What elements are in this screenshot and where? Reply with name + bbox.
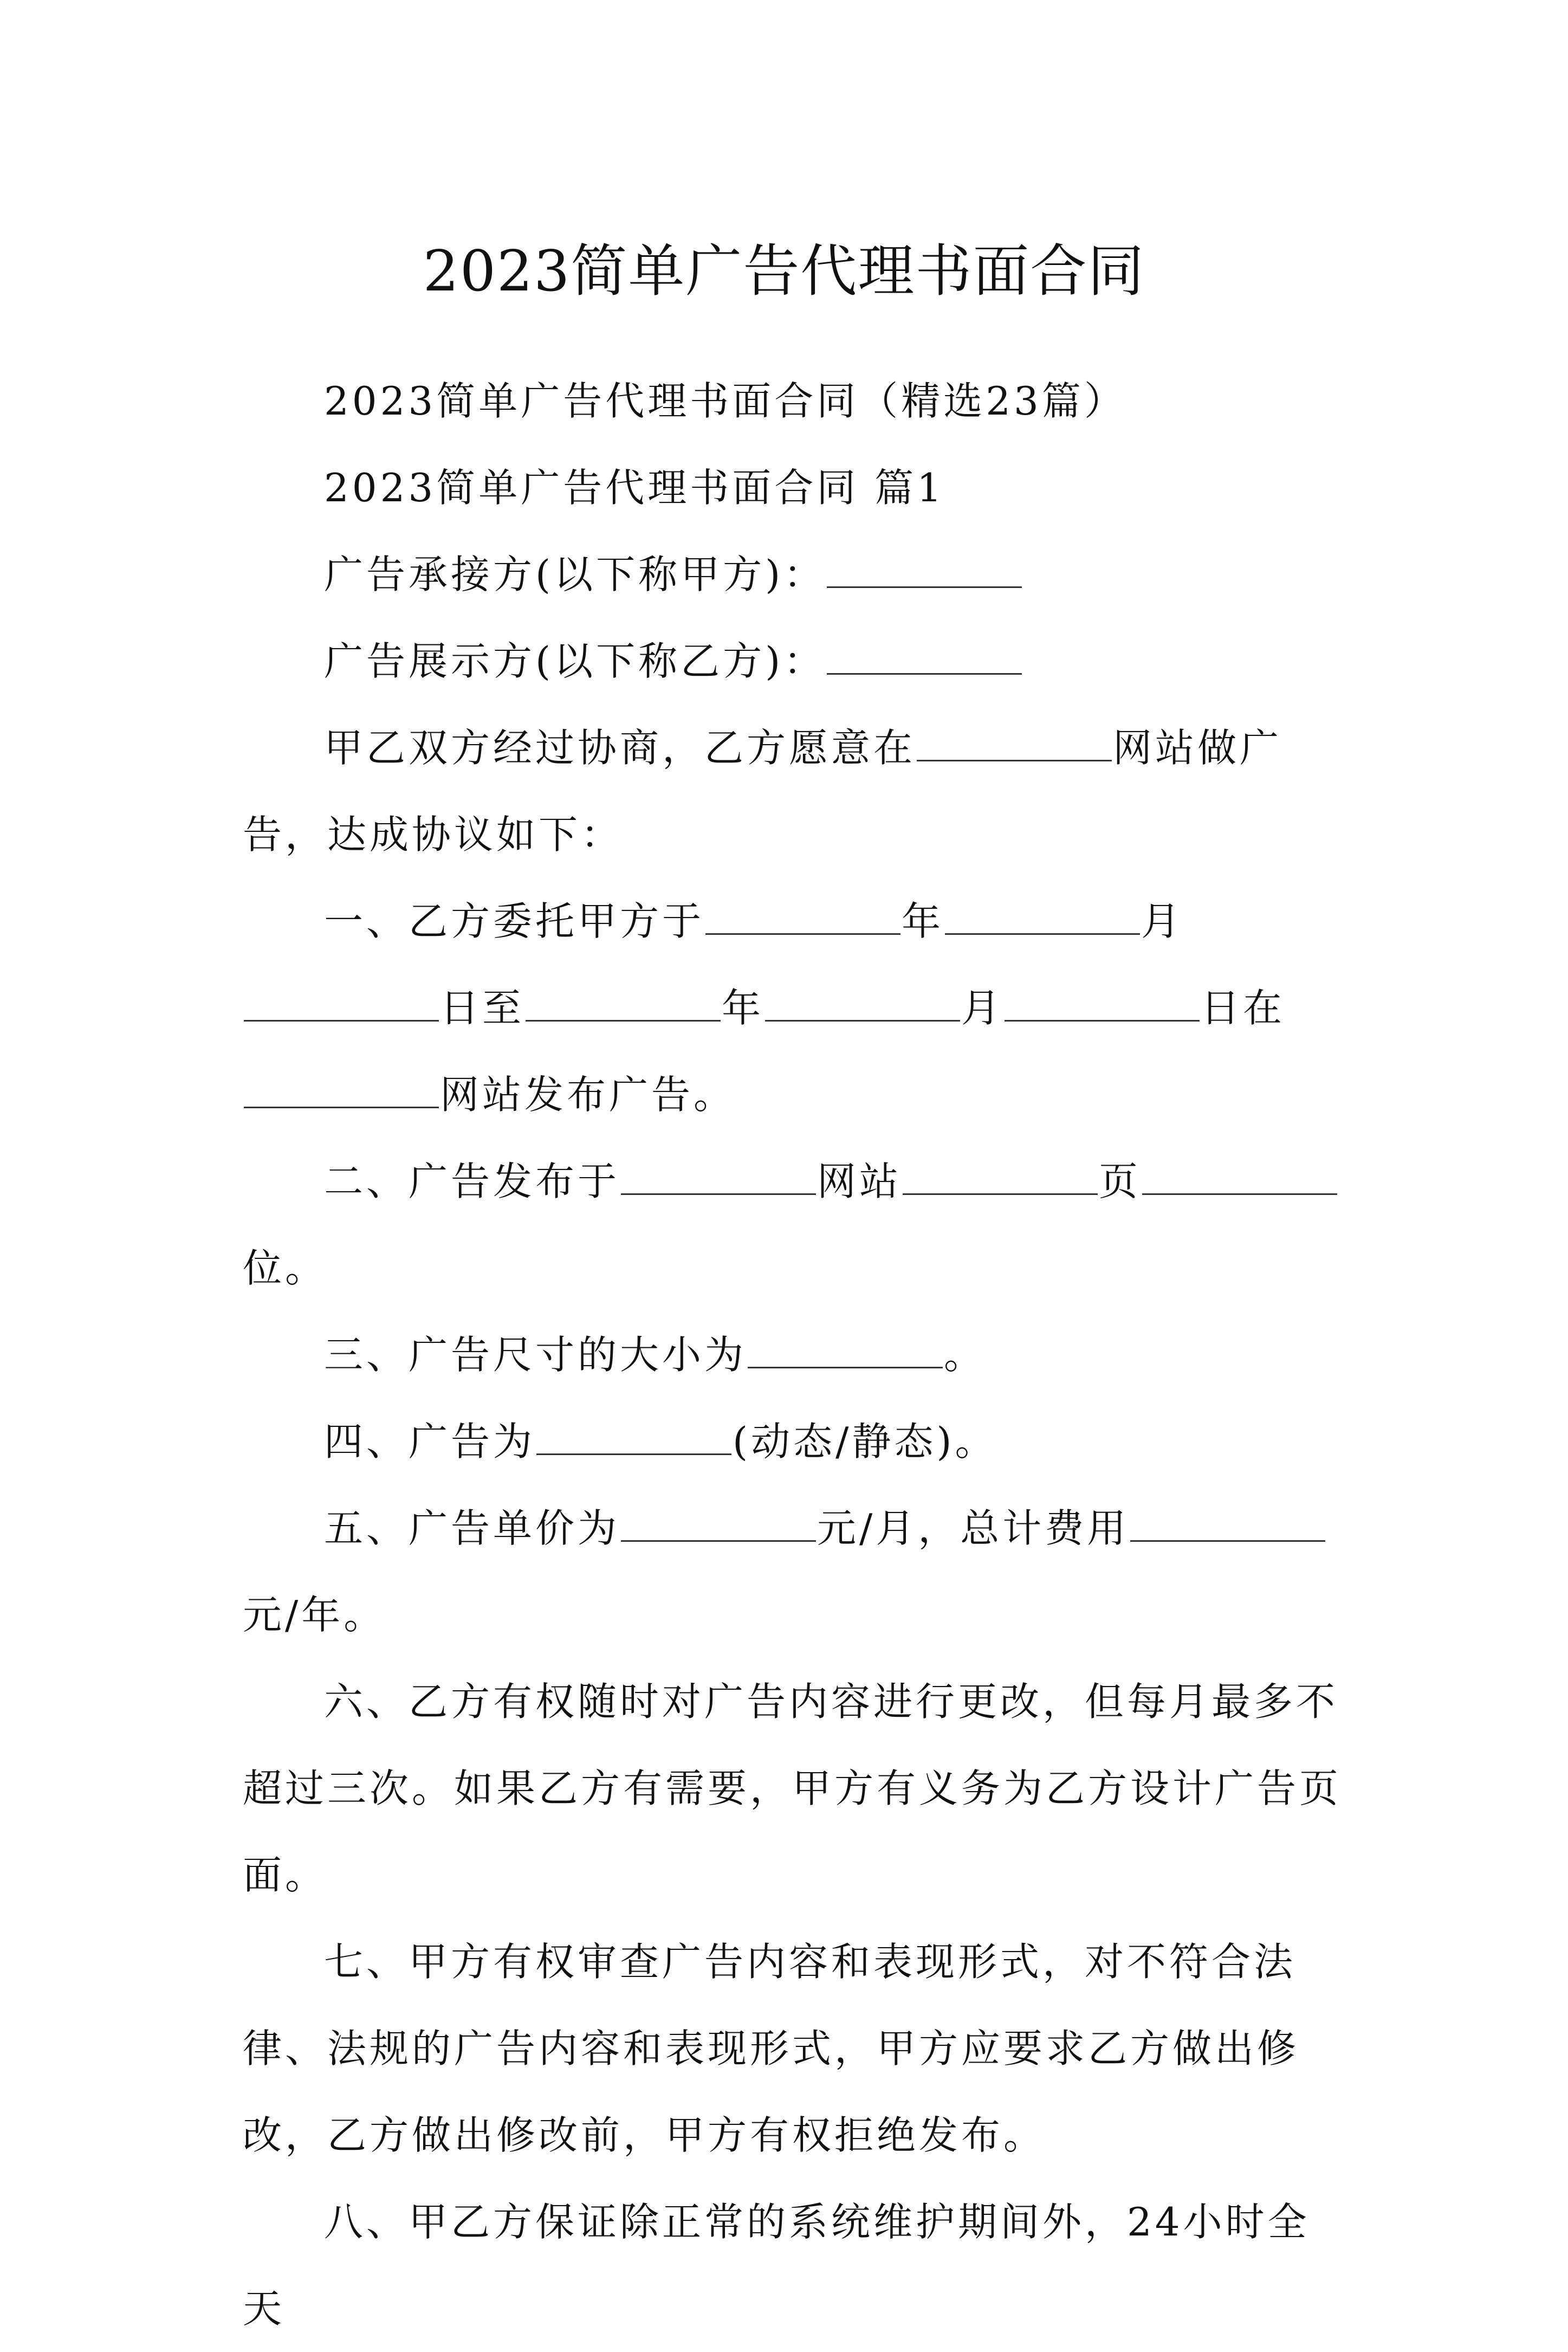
blank-line	[536, 1422, 731, 1455]
paragraph-text: 月	[1141, 899, 1184, 944]
blank-line	[526, 988, 721, 1022]
paragraph-text: 元/月，总计费用	[817, 1505, 1130, 1551]
paragraph-text: 四、广告为	[324, 1419, 536, 1464]
paragraph-text: 网站发布广告。	[440, 1072, 736, 1117]
blank-line	[1005, 988, 1200, 1022]
paragraph-text: 一、乙方委托甲方于	[324, 899, 705, 944]
paragraph	[243, 358, 1343, 444]
paragraph	[243, 878, 1343, 1138]
blank-line	[244, 1075, 439, 1108]
blank-line	[765, 988, 960, 1022]
blank-line	[621, 1162, 816, 1195]
paragraph-text: 五、广告单价为	[324, 1505, 620, 1551]
blank-line	[903, 1162, 1098, 1195]
paragraph-text: 年	[722, 985, 764, 1031]
blank-line	[1142, 1162, 1337, 1195]
blank-line	[705, 902, 900, 935]
paragraph-text: 八、甲乙方保证除正常的系统维护期间外，24小时全天	[243, 2199, 1310, 2331]
paragraph	[243, 705, 1343, 878]
paragraph	[243, 1138, 1343, 1311]
paragraph-text: 甲乙双方经过协商，乙方愿意在	[324, 725, 916, 771]
paragraph-text: 广告承接方(以下称甲方)：	[324, 552, 826, 597]
paragraph	[243, 1485, 1343, 1658]
blank-line	[1130, 1509, 1325, 1542]
blank-line	[748, 1335, 943, 1368]
paragraph-text: 元/年。	[243, 1592, 386, 1638]
paragraph-text: 二、广告发布于	[324, 1159, 620, 1204]
paragraph-text: 广告展示方(以下称乙方)：	[324, 638, 826, 684]
paragraph	[243, 1398, 1343, 1485]
paragraph	[243, 531, 1343, 618]
paragraph-text: 2023简单广告代理书面合同 篇1	[324, 465, 945, 511]
paragraph	[243, 2179, 1343, 2352]
paragraph-text: 网站	[817, 1159, 902, 1204]
blank-line	[917, 728, 1112, 761]
paragraph-text: 六、乙方有权随时对广告内容进行更改，但每月最多不超过三次。如果乙方有需要，甲方有义务为乙方设计广告页面。	[243, 1679, 1342, 1898]
paragraph-text: 月	[961, 985, 1004, 1031]
paragraph	[243, 444, 1343, 531]
document-title: 2023简单广告代理书面合同	[423, 237, 1145, 304]
paragraph-text: 网站做广告，达成协议如下：	[243, 725, 1282, 857]
blank-line	[945, 902, 1140, 935]
paragraph-text: (动态/静态)。	[733, 1419, 997, 1464]
document-body	[243, 358, 1343, 2352]
paragraph-text: 七、甲方有权审查广告内容和表现形式，对不符合法律、法规的广告内容和表现形式，甲方应要求乙方做出修改，乙方做出修改前，甲方有权拒绝发布。	[243, 1939, 1300, 2158]
paragraph-text: 。	[944, 1332, 987, 1378]
paragraph-text: 日至	[440, 985, 525, 1031]
paragraph	[243, 1311, 1343, 1398]
blank-line	[827, 555, 1022, 588]
paragraph-text: 位。	[243, 1245, 328, 1291]
paragraph-text: 页	[1099, 1159, 1142, 1204]
paragraph-text: 年	[902, 899, 944, 944]
blank-line	[827, 642, 1022, 675]
paragraph-text: 三、广告尺寸的大小为	[324, 1332, 747, 1378]
paragraph	[243, 1918, 1343, 2179]
blank-line	[621, 1509, 816, 1542]
paragraph-text: 2023简单广告代理书面合同（精选23篇）	[324, 378, 1126, 424]
paragraph-text: 日在	[1201, 985, 1286, 1031]
paragraph	[243, 1658, 1343, 1918]
blank-line	[244, 988, 439, 1022]
paragraph	[243, 618, 1343, 705]
